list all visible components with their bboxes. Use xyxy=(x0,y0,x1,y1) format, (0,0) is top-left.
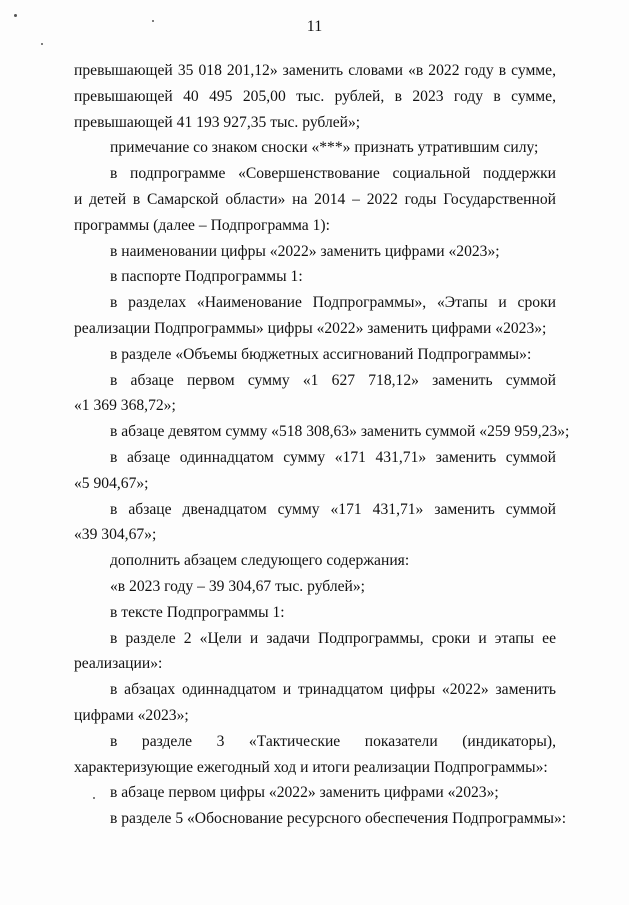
document-paragraph xyxy=(74,626,556,678)
scan-speck xyxy=(14,14,17,17)
paragraph-line: в абзаце первом сумму «1 627 718,12» заменить суммой xyxy=(110,371,556,389)
paragraph-line: превышающей 40 495 205,00 тыс. рублей, в 2023 году в сумме, xyxy=(74,87,556,105)
document-paragraph xyxy=(74,135,556,161)
paragraph-line: в разделе 2 «Цели и задачи Подпрограммы, сроки и этапы ее xyxy=(110,629,556,647)
paragraph-line: в абзаце одиннадцатом сумму «171 431,71» заменить суммой xyxy=(110,448,556,466)
document-paragraph xyxy=(74,600,556,626)
paragraph-line: программы (далее – Подпрограмма 1): xyxy=(74,216,330,234)
document-paragraph xyxy=(74,677,556,729)
document-paragraph xyxy=(74,342,556,368)
scan-speck xyxy=(152,20,154,22)
document-paragraph xyxy=(74,290,556,342)
document-paragraph xyxy=(74,419,570,445)
paragraph-line: примечание со знаком сноски «***» признать утратившим силу; xyxy=(110,139,539,157)
paragraph-line: характеризующие ежегодный ход и итоги реализации Подпрограммы»: xyxy=(74,758,548,776)
paragraph-line: цифрами «2023»; xyxy=(74,706,189,724)
document-paragraph xyxy=(74,806,567,832)
document-paragraph xyxy=(74,58,556,135)
paragraph-line: превышающей 41 193 927,35 тыс. рублей»; xyxy=(74,113,361,131)
document-paragraph xyxy=(74,368,556,420)
paragraph-line: в абзацах одиннадцатом и тринадцатом цифры «2022» заменить xyxy=(110,681,556,699)
document-paragraph xyxy=(74,239,556,265)
scan-speck xyxy=(41,43,43,45)
scan-speck xyxy=(93,797,95,799)
paragraph-line: в разделе 3 «Тактические показатели (индикаторы), xyxy=(110,732,556,750)
document-paragraph xyxy=(74,729,556,781)
paragraph-line: и детей в Самарской области» на 2014 – 2022 годы Государственной xyxy=(74,190,556,208)
paragraph-line: в тексте Подпрограммы 1: xyxy=(110,603,285,621)
paragraph-line: в паспорте Подпрограммы 1: xyxy=(110,268,303,286)
paragraph-line: в разделе «Объемы бюджетных ассигнований Подпрограммы»: xyxy=(110,345,532,363)
paragraph-line: превышающей 35 018 201,12» заменить словами «в 2022 году в сумме, xyxy=(74,62,556,79)
paragraph-line: в наименовании цифры «2022» заменить цифрами «2023»; xyxy=(110,242,500,260)
paragraph-line: «39 304,67»; xyxy=(74,526,157,544)
paragraph-line: реализации Подпрограммы» цифры «2022» заменить цифрами «2023»; xyxy=(74,319,547,337)
paragraph-line: в разделах «Наименование Подпрограммы», «Этапы и сроки xyxy=(110,294,556,312)
document-paragraph xyxy=(74,445,556,497)
document-paragraph xyxy=(74,497,556,549)
paragraph-line: реализации»: xyxy=(74,655,163,673)
paragraph-line: в подпрограмме «Совершенствование социальной поддержки xyxy=(110,165,556,183)
document-paragraph xyxy=(74,161,556,238)
paragraph-line: «5 904,67»; xyxy=(74,474,149,492)
document-body xyxy=(74,58,570,832)
document-paragraph xyxy=(74,264,556,290)
paragraph-line: дополнить абзацем следующего содержания: xyxy=(110,552,410,570)
document-paragraph xyxy=(74,548,556,574)
paragraph-line: в разделе 5 «Обоснование ресурсного обеспечения Подпрограммы»: xyxy=(110,810,567,828)
page-number: 11 xyxy=(306,18,323,35)
paragraph-line: в абзаце первом цифры «2022» заменить цифрами «2023»; xyxy=(110,784,499,802)
paragraph-line: в абзаце двенадцатом сумму «171 431,71» заменить суммой xyxy=(110,500,556,518)
paragraph-line: «в 2023 году – 39 304,67 тыс. рублей»; xyxy=(110,577,366,595)
paragraph-line: в абзаце девятом сумму «518 308,63» заменить суммой «259 959,23»; xyxy=(110,423,570,441)
paragraph-line: «1 369 368,72»; xyxy=(74,397,176,415)
document-paragraph xyxy=(74,780,556,806)
document-paragraph xyxy=(74,574,556,600)
